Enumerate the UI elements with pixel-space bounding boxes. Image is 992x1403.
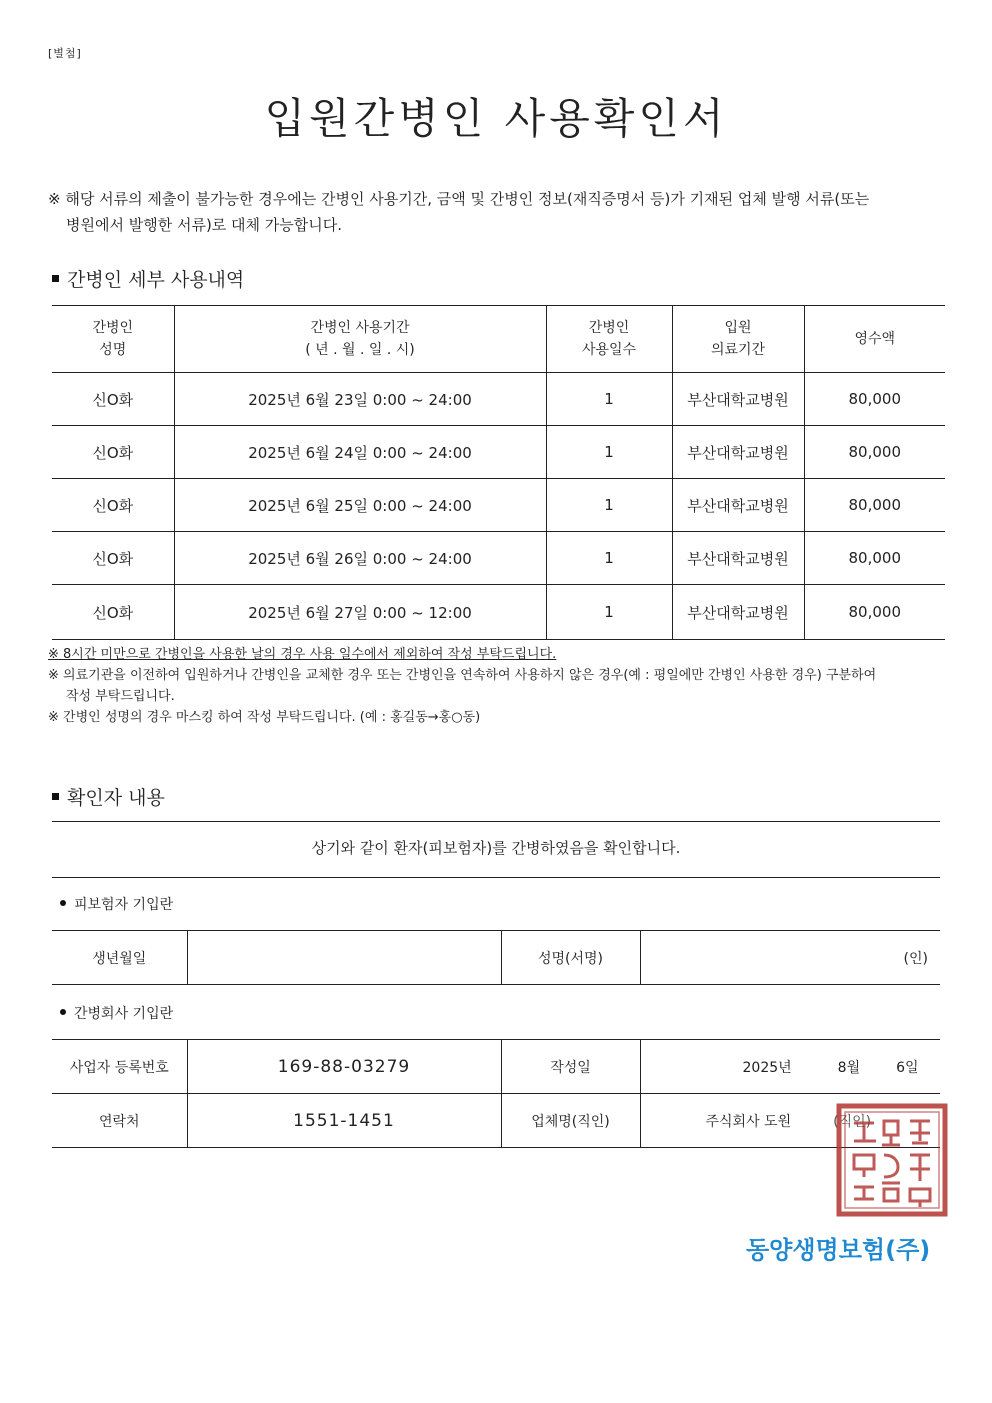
cell-hospital: 부산대학교병원 [672, 479, 804, 532]
cell-name: 신O화 [52, 426, 174, 479]
cell-amount: 80,000 [804, 532, 945, 585]
cell-name: 신O화 [52, 585, 174, 640]
insured-table [52, 930, 940, 985]
cell-hospital: 부산대학교병원 [672, 532, 804, 585]
table-row [52, 532, 945, 585]
date-year: 2025년 [742, 1059, 792, 1076]
cell-amount: 80,000 [804, 373, 945, 426]
table-row [52, 373, 945, 426]
reg-number-label: 사업자 등록번호 [52, 1040, 187, 1094]
header-days: 간병인 사용일수 [546, 306, 672, 373]
brand-logo-text: 동양생명보험(주) [746, 1236, 931, 1264]
cell-hospital: 부산대학교병원 [672, 585, 804, 640]
contact-label: 연락처 [52, 1094, 187, 1148]
date-label: 작성일 [501, 1040, 640, 1094]
date-day: 6일 [896, 1059, 919, 1076]
date-value[interactable] [640, 1040, 940, 1094]
company-table [52, 1039, 940, 1148]
note-transfer: ※ 의료기관을 이전하여 입원하거나 간병인을 교체한 경우 또는 간병인을 연속하여 사용하지 않은 경우(예 : 평일에만 간병인 사용한 경우) 구분하여 [48, 668, 877, 683]
cell-hospital: 부산대학교병원 [672, 373, 804, 426]
note-8hours: ※ 8시간 미만으로 간병인을 사용한 날의 경우 사용 일수에서 제외하여 작성 부탁드립니다. [48, 647, 557, 662]
cell-hospital: 부산대학교병원 [672, 426, 804, 479]
cell-days: 1 [546, 426, 672, 479]
cell-period: 2025년 6월 25일 0:00 ~ 24:00 [174, 479, 546, 532]
section-confirm-title: 확인자 내용 [67, 787, 165, 809]
page-title: 입원간병인 사용확인서 [264, 94, 728, 143]
header-period: 간병인 사용기간 ( 년 . 월 . 일 . 시) [174, 306, 546, 373]
cell-name: 신O화 [52, 479, 174, 532]
cell-amount: 80,000 [804, 426, 945, 479]
usage-table [52, 305, 945, 640]
company-seal-stamp [836, 1103, 948, 1217]
company-row-registration [52, 1040, 940, 1094]
company-name-label: 업체명(직인) [501, 1094, 640, 1148]
birth-label: 생년월일 [52, 931, 187, 985]
date-month: 8월 [837, 1059, 861, 1076]
header-caregiver-name: 간병인 성명 [52, 306, 174, 373]
note-masking: ※ 간병인 성명의 경우 마스킹 하여 작성 부탁드립니다. (예 : 홍길동→홍○동) [48, 710, 481, 725]
cell-days: 1 [546, 532, 672, 585]
table-row [52, 426, 945, 479]
square-bullet-icon [52, 793, 59, 800]
cell-name: 신O화 [52, 532, 174, 585]
cell-period: 2025년 6월 24일 0:00 ~ 24:00 [174, 426, 546, 479]
cell-days: 1 [546, 585, 672, 640]
table-row [52, 479, 945, 532]
company-heading [60, 1003, 173, 1023]
table-header-row [52, 306, 945, 373]
header-hospital: 입원 의료기간 [672, 306, 804, 373]
reg-number-value[interactable]: 169-88-03279 [187, 1040, 501, 1094]
cell-amount: 80,000 [804, 479, 945, 532]
company-seal-mark: (직인) [833, 1113, 872, 1130]
insured-heading [60, 894, 173, 914]
square-bullet-icon [52, 275, 59, 282]
note-transfer-cont: 작성 부탁드립니다. [66, 689, 175, 704]
usage-notes [48, 644, 948, 728]
name-sign-label: 성명(서명) [501, 931, 640, 985]
section-usage-heading [52, 265, 244, 292]
company-name-text: 주식회사 도원 [705, 1113, 792, 1130]
seal-mark: (인) [903, 950, 928, 967]
confirm-statement: 상기와 같이 환자(피보험자)를 간병하였음을 확인합니다. [52, 821, 940, 878]
cell-period: 2025년 6월 23일 0:00 ~ 24:00 [174, 373, 546, 426]
top-note-line1: ※ 해당 서류의 제출이 불가능한 경우에는 간병인 사용기간, 금액 및 간병인 정보(재직증명서 등)가 기재된 업체 발행 서류(또는 [48, 190, 870, 208]
birth-field[interactable] [187, 931, 501, 985]
top-note [48, 186, 948, 238]
bullet-dot-icon [60, 900, 66, 906]
table-row [52, 585, 945, 640]
cell-name: 신O화 [52, 373, 174, 426]
insured-heading-label: 피보험자 기입란 [74, 897, 174, 913]
insured-row [52, 931, 940, 985]
contact-value[interactable]: 1551-1451 [187, 1094, 501, 1148]
company-heading-label: 간병회사 기입란 [74, 1006, 174, 1022]
header-amount: 영수액 [804, 306, 945, 373]
bullet-dot-icon [60, 1009, 66, 1015]
attachment-label: [별첨] [48, 47, 82, 60]
cell-amount: 80,000 [804, 585, 945, 640]
cell-period: 2025년 6월 26일 0:00 ~ 24:00 [174, 532, 546, 585]
cell-period: 2025년 6월 27일 0:00 ~ 12:00 [174, 585, 546, 640]
cell-days: 1 [546, 479, 672, 532]
section-usage-title: 간병인 세부 사용내역 [67, 269, 245, 291]
cell-days: 1 [546, 373, 672, 426]
section-confirm-heading [52, 783, 165, 810]
company-row-contact [52, 1094, 940, 1148]
top-note-line2: 병원에서 발행한 서류)로 대체 가능합니다. [66, 216, 343, 234]
name-sign-field[interactable] [640, 931, 940, 985]
